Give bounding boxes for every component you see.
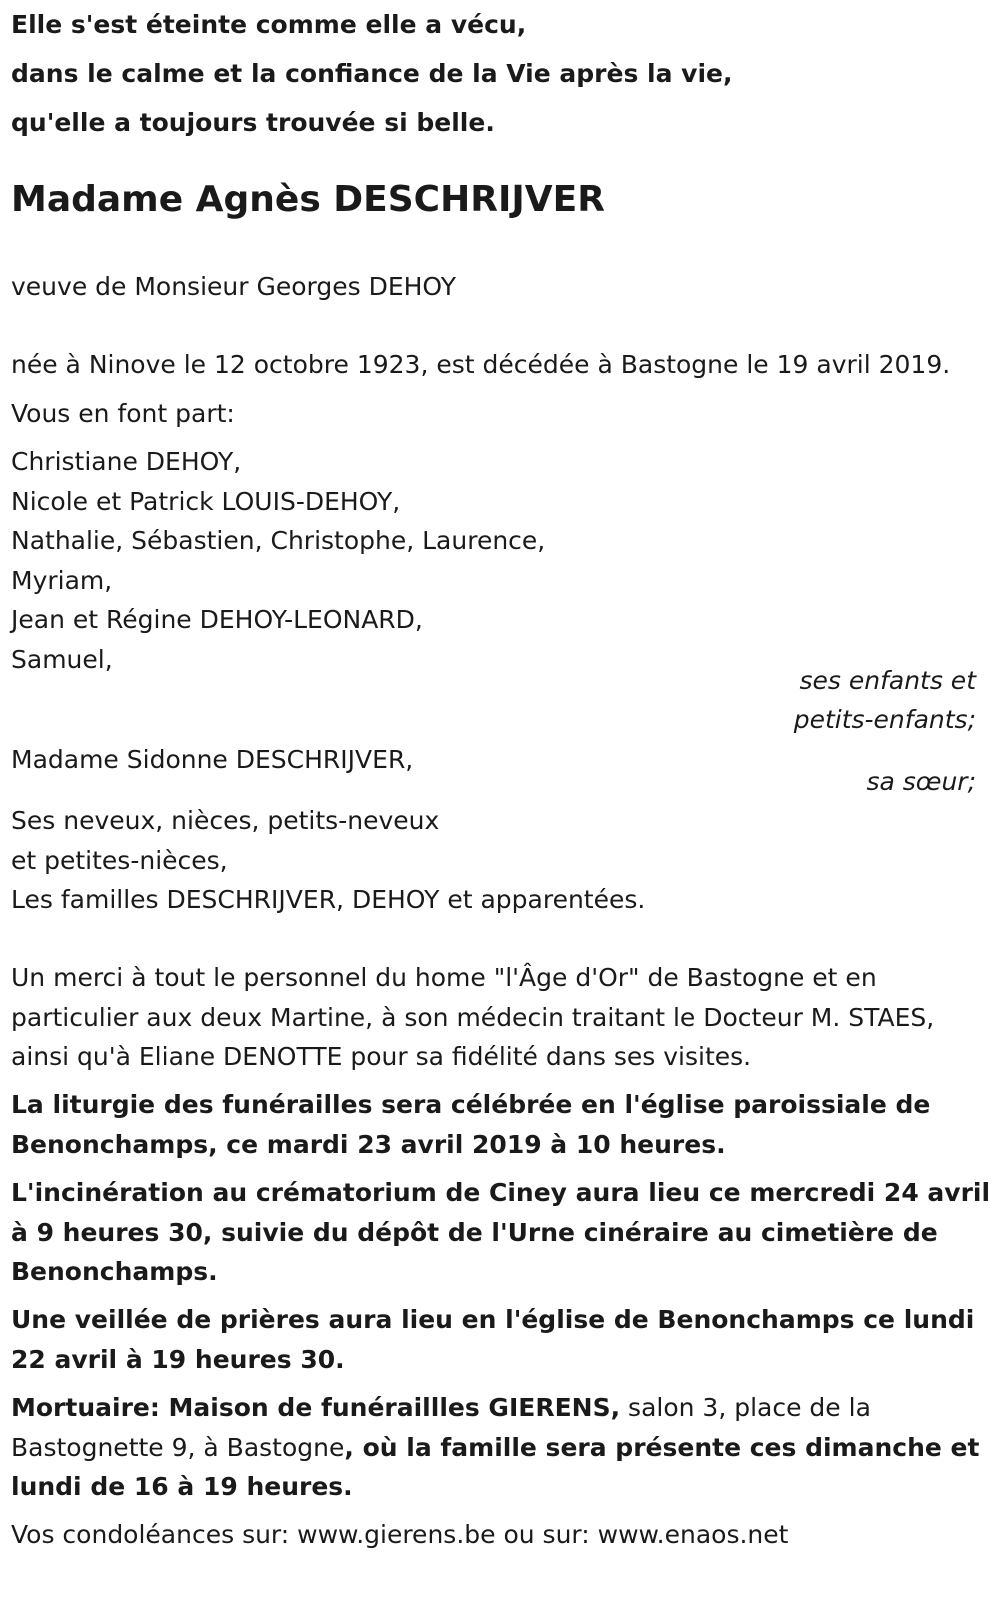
vigil-paragraph: Une veillée de prières aura lieu en l'église de Benonchamps ce lundi 22 avril à 19 heures 30. [11, 1305, 975, 1374]
list-item: Ses neveux, nièces, petits-neveux [11, 806, 440, 835]
mortuary-presence: , où la famille sera présente ces dimanche et lundi de 16 à 19 heures. [11, 1432, 980, 1501]
list-item: Nathalie, Sébastien, Christophe, Laurence, [11, 526, 546, 555]
widow-of: veuve de Monsieur Georges DEHOY [11, 272, 457, 301]
mortuary-paragraph [11, 1388, 996, 1507]
children-list [11, 442, 545, 679]
thanks-paragraph: Un merci à tout le personnel du home "l'Âge d'Or" de Bastogne et en particulier aux deux Martine, à son médecin traitant le Docteur M. STAES, ainsi qu'à Eliane DENOTTE pour sa fidélité dans ses visites. [11, 963, 935, 1071]
cremation-paragraph: L'incinération au crématorium de Ciney aura lieu ce mercredi 24 avril à 9 heures 30, suivie du dépôt de l'Urne cinéraire au cimetière de Benonchamps. [11, 1178, 991, 1286]
deceased-name: Madame Agnès DESCHRIJVER [11, 179, 605, 220]
mortuary-label: Mortuaire: Maison de funéraillles GIERENS, [11, 1393, 621, 1422]
list-item: Myriam, [11, 565, 113, 595]
list-item: Jean et Régine DEHOY-LEONARD, [11, 605, 423, 634]
sister-relation: sa sœur; [866, 767, 976, 796]
children-relation-line-1: ses enfants et [799, 666, 976, 695]
announcement-intro: Vous en font part: [11, 399, 235, 428]
epigraph-line-1: Elle s'est éteinte comme elle a vécu, [11, 10, 527, 39]
birth-death: née à Ninove le 12 octobre 1923, est décédée à Bastogne le 19 avril 2019. [11, 350, 951, 379]
list-item: Les familles DESCHRIJVER, DEHOY et apparentées. [11, 885, 646, 914]
children-relation-line-2: petits-enfants; [793, 705, 976, 734]
list-item: Samuel, [11, 644, 113, 674]
epigraph-line-3: qu'elle a toujours trouvée si belle. [11, 108, 495, 137]
mortuary-address: salon 3, place de la Bastognette 9, à Bastogne [11, 1393, 871, 1462]
liturgy-paragraph: La liturgie des funérailles sera célébrée en l'église paroissiale de Benonchamps, ce mardi 23 avril 2019 à 10 heures. [11, 1090, 931, 1159]
sister-name: Madame Sidonne DESCHRIJVER, [11, 745, 414, 774]
list-item: Christiane DEHOY, [11, 447, 242, 476]
condolences-line: Vos condoléances sur: www.gierens.be ou sur: www.enaos.net [11, 1520, 789, 1549]
epigraph-line-2: dans le calme et la confiance de la Vie après la vie, [11, 59, 733, 88]
list-item: et petites-nièces, [11, 845, 228, 875]
list-item: Nicole et Patrick LOUIS-DEHOY, [11, 486, 401, 516]
extended-family [11, 801, 645, 920]
